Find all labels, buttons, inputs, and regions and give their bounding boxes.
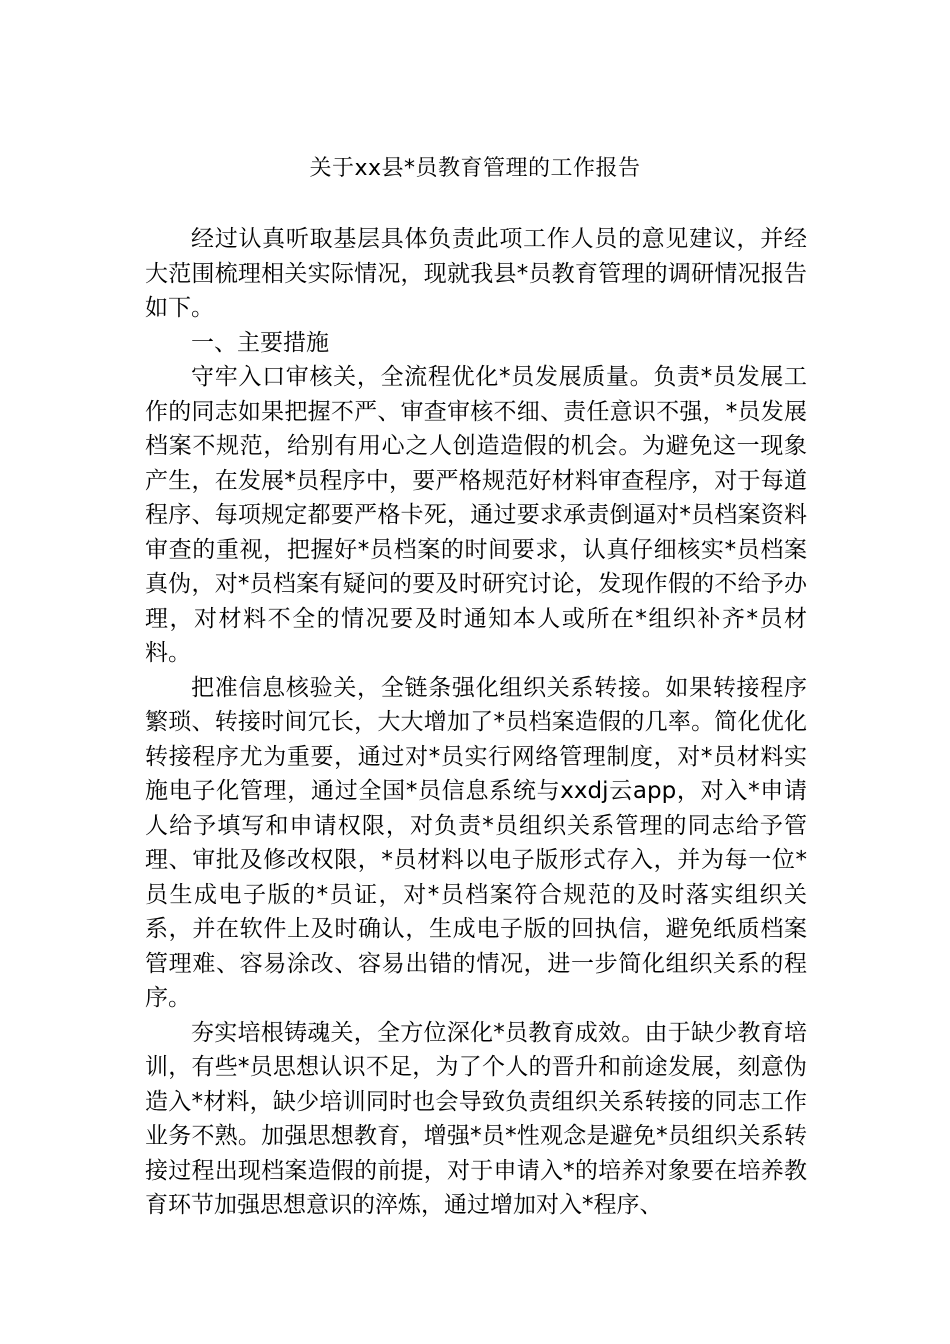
body-paragraph-2: 把准信息核验关，全链条强化组织关系转接。如果转接程序繁琐、转接时间冗长，大大增加了*员档案造假的几率。简化优化转接程序尤为重要，通过对*员实行网络管理制度，对*员材料实施电子化管理，通过全国*员信息系统与xxdj云app，对入*申请人给予填写和申请权限，对负责*员组织关系管理的同志给予管理、审批及修改权限，*员材料以电子版形式存入，并为每一位*员生成电子版的*员证，对*员档案符合规范的及时落实组织关系，并在软件上及时确认，生成电子版的回执信，避免纸质档案管理难、容易涂改、容易出错的情况，进一步简化组织关系的程序。: [145, 674, 807, 1011]
document-title: 关于xx县*员教育管理的工作报告: [309, 156, 641, 181]
intro-paragraph: 经过认真听取基层具体负责此项工作人员的意见建议，并经大范围梳理相关实际情况，现就我县*员教育管理的调研情况报告如下。: [145, 226, 807, 321]
body-paragraph-1: 守牢入口审核关，全流程优化*员发展质量。负责*员发展工作的同志如果把握不严、审查审核不细、责任意识不强，*员发展档案不规范，给别有用心之人创造造假的机会。为避免这一现象产生，在发展*员程序中，要严格规范好材料审查程序，对于每道程序、每项规定都要严格卡死，通过要求承责倒逼对*员档案资料审查的重视，把握好*员档案的时间要求，认真仔细核实*员档案真伪，对*员档案有疑问的要及时研究讨论，发现作假的不给予办理，对材料不全的情况要及时通知本人或所在*组织补齐*员材料。: [145, 364, 807, 666]
document-body: [145, 222, 807, 1223]
body-paragraph-3: 夯实培根铸魂关，全方位深化*员教育成效。由于缺少教育培训，有些*员思想认识不足，为了个人的晋升和前途发展，刻意伪造入*材料，缺少培训同时也会导致负责组织关系转接的同志工作业务不熟。加强思想教育，增强*员*性观念是避免*员组织关系转接过程出现档案造假的前提，对于申请入*的培养对象要在培养教育环节加强思想意识的淬炼，通过增加对入*程序、: [145, 1019, 807, 1218]
section-heading-main-measures: 一、主要措施: [191, 329, 329, 356]
